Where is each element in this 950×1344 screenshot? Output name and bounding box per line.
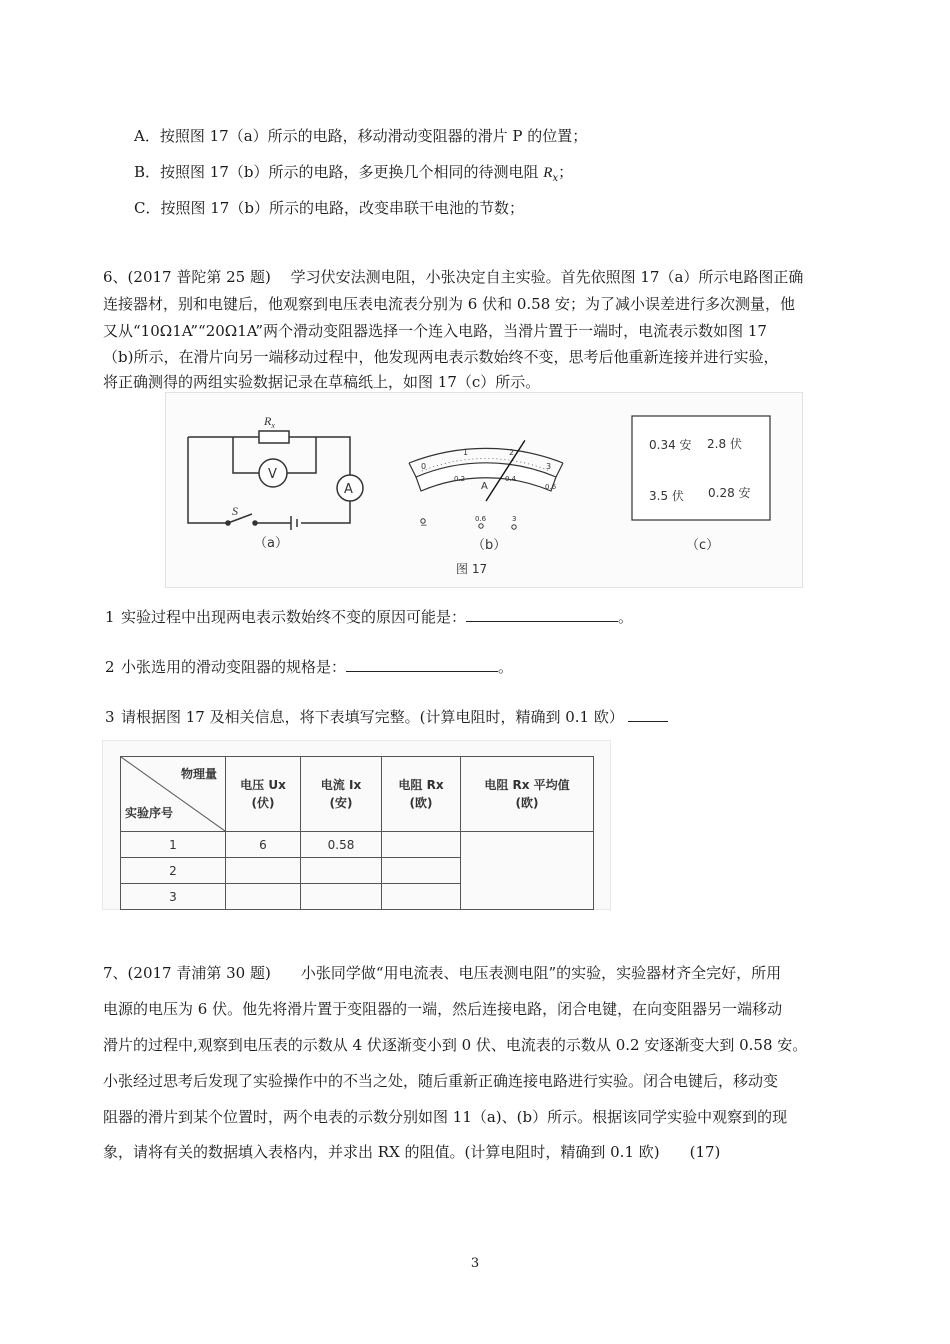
col-header-voltage: 电压 Ux (伏) [226, 757, 301, 832]
sub-question-2-text: 小张选用的滑动变阻器的规格是： [121, 658, 347, 676]
option-a-text: 按照图 17（a）所示的电路，移动滑动变阻器的滑片 P 的位置； [159, 127, 588, 145]
row-voltage[interactable] [226, 884, 301, 910]
q7-line-6: 象，请将有关的数据填入表格内，并求出 RX 的阻值。(计算电阻时，精确到 0.1 欧) (17) [103, 1143, 721, 1161]
data-table [120, 756, 594, 910]
row-current[interactable] [301, 858, 382, 884]
option-b-subscript: x [552, 173, 559, 184]
label-b: （b） [472, 538, 507, 553]
col-header-current: 电流 Ix (安) [301, 757, 382, 832]
sub-question-3 [105, 705, 668, 727]
option-c-letter: C． [134, 199, 161, 217]
dial-tick-1: 1 [463, 448, 469, 457]
voltmeter-label: V [268, 467, 277, 482]
terminal-0-6: 0.6 [475, 515, 487, 523]
sub-question-2 [105, 655, 513, 677]
figure-17-svg [166, 393, 802, 587]
option-b-letter: B． [134, 163, 161, 181]
figure-caption: 图 17 [456, 562, 488, 576]
sub-question-1-text: 实验过程中出现两电表示数始终不变的原因可能是： [121, 608, 467, 626]
option-b-variable: R [543, 165, 553, 181]
option-c [134, 198, 524, 218]
rx-label: $R_x$ [264, 414, 275, 430]
answer-blank-3[interactable] [628, 705, 668, 722]
draft-entry-3: 3.5 伏 [649, 489, 684, 503]
col-header-average: 电阻 Rx 平均值 (欧) [461, 757, 594, 832]
sub-question-2-num: 2 [105, 658, 115, 676]
resistor-rx [259, 431, 289, 443]
corner-top-label: 物理量 [180, 767, 217, 781]
label-a: （a） [254, 536, 288, 551]
dial-tick-0-6: 0.6 [545, 483, 557, 491]
sub-question-3-text: 请根据图 17 及相关信息，将下表填写完整。(计算电阻时，精确到 0.1 欧） [121, 708, 624, 726]
sub-question-1-end: 。 [618, 608, 634, 626]
switch-label: S [232, 504, 238, 518]
option-a-letter: A． [134, 127, 160, 145]
q6-line-4: （b)所示，在滑片向另一端移动过程中，他发现两电表示数始终不变，思考后他重新连接并进行实验， [103, 348, 779, 366]
dial-tick-2: 2 [509, 448, 515, 457]
row-seq: 2 [121, 858, 226, 884]
row-current[interactable]: 0.58 [301, 832, 382, 858]
row-current[interactable] [301, 884, 382, 910]
answer-blank-1[interactable] [466, 605, 618, 622]
q7-line-3: 滑片的过程中,观察到电压表的示数从 4 伏逐渐变小到 0 伏、电流表的示数从 0.2 安逐渐变大到 0.58 安。 [103, 1036, 808, 1054]
ammeter-label: A [344, 482, 353, 497]
q7-line-5: 阻器的滑片到某个位置时，两个电表的示数分别如图 11（a)、(b）所示。根据该同学实验中观察到的现 [103, 1108, 788, 1126]
terminal-0-6-post [479, 524, 483, 528]
page-number: 3 [470, 1256, 480, 1271]
row-seq: 3 [121, 884, 226, 910]
draft-entry-4: 0.28 安 [708, 486, 751, 500]
row-voltage[interactable] [226, 858, 301, 884]
table-corner-cell [121, 757, 226, 832]
row-resistance[interactable] [382, 832, 461, 858]
col-header-resistance: 电阻 Rx (欧) [382, 757, 461, 832]
label-c: （c） [686, 538, 720, 553]
terminal-3-post [512, 525, 516, 529]
table-row [121, 832, 594, 858]
draft-paper [632, 416, 770, 520]
option-a [134, 126, 587, 146]
q6-line-1: 6、(2017 普陀第 25 题) 学习伏安法测电阻，小张决定自主实验。首先依照图 17（a）所示电路图正确 [103, 268, 804, 286]
option-b [134, 162, 573, 189]
answer-blank-2[interactable] [346, 655, 498, 672]
dial-tick-0: 0 [421, 462, 427, 471]
sub-question-3-num: 3 [105, 708, 115, 726]
terminal-3: 3 [512, 515, 517, 523]
corner-bottom-label: 实验序号 [125, 806, 174, 820]
option-c-text: 按照图 17（b）所示的电路，改变串联干电池的节数； [160, 199, 524, 217]
q6-line-5: 将正确测得的两组实验数据记录在草稿纸上，如图 17（c）所示。 [103, 373, 541, 391]
q6-line-3: 又从“10Ω1A”“20Ω1A”两个滑动变阻器选择一个连入电路，当滑片置于一端时，电流表示数如图 17 [103, 322, 767, 340]
figure-17 [165, 392, 803, 588]
sub-question-2-end: 。 [498, 658, 514, 676]
sub-question-1 [105, 605, 633, 627]
terminal-neg: − [420, 521, 428, 531]
q6-line-2: 连接器材，别和电键后，他观察到电压表电流表分别为 6 伏和 0.58 安；为了减小误差进行多次测量，他 [103, 295, 796, 313]
option-b-text: 按照图 17（b）所示的电路，多更换几个相同的待测电阻 [160, 163, 539, 181]
q7-line-1: 7、(2017 青浦第 30 题) 小张同学做“用电流表、电压表测电阻”的实验，实验器材齐全完好，所用 [103, 964, 782, 982]
q7-line-2: 电源的电压为 6 伏。他先将滑片置于变阻器的一端，然后连接电路，闭合电键，在向变阻器另一端移动 [103, 1000, 783, 1018]
q7-line-4: 小张经过思考后发现了实验操作中的不当之处，随后重新正确连接电路进行实验。闭合电键后，移动变 [103, 1072, 779, 1090]
row-voltage[interactable]: 6 [226, 832, 301, 858]
dial-unit: A [481, 481, 488, 492]
sub-question-1-num: 1 [105, 608, 115, 626]
option-b-tail: ； [558, 163, 574, 181]
data-table-container [102, 740, 611, 910]
dial-tick-0-4: 0.4 [505, 475, 517, 483]
row-resistance[interactable] [382, 858, 461, 884]
row-resistance[interactable] [382, 884, 461, 910]
dial-tick-3: 3 [546, 462, 552, 471]
dial-tick-0-2: 0.2 [454, 475, 466, 483]
row-seq: 1 [121, 832, 226, 858]
draft-entry-1: 0.34 安 [649, 438, 692, 452]
draft-entry-2: 2.8 伏 [707, 437, 742, 451]
average-cell[interactable] [461, 832, 594, 910]
